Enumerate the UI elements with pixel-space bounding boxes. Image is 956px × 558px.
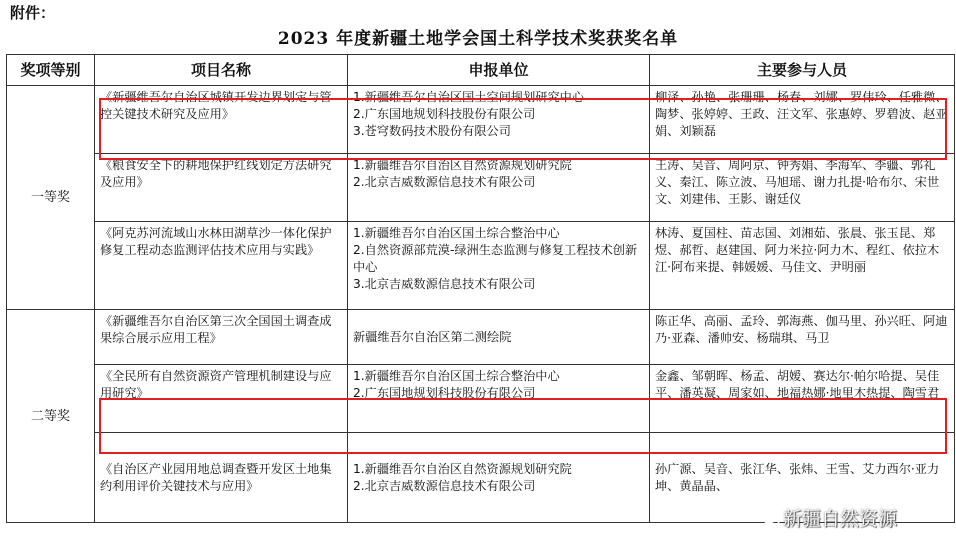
people-cell: 孙广源、吴音、张江华、张炜、王雪、艾力西尔·亚力坤、黄晶晶、 (650, 433, 955, 523)
unit-line: 2.广东国地规划科技股份有限公司 (353, 386, 536, 400)
document-title: 2023 年度新疆土地学会国土科学技术奖获奖名单 (277, 29, 679, 49)
unit-cell (348, 86, 650, 154)
project-cell: 《全民所有自然资源资产管理机制建设与应用研究》 (95, 365, 348, 433)
unit-line: 3.苍穹数码技术股份有限公司 (353, 124, 511, 138)
award-level-first: 一等奖 (7, 86, 95, 310)
unit-cell (348, 365, 650, 433)
header-project-name: 项目名称 (95, 55, 348, 86)
table-row (7, 310, 955, 365)
table-row (7, 222, 955, 310)
wechat-icon (762, 511, 780, 527)
award-table (6, 54, 955, 523)
unit-line: 1.新疆维吾尔自治区国土空间规划研究中心 (353, 90, 585, 104)
project-cell: 《粮食安全下的耕地保护红线划定方法研究及应用》 (95, 154, 348, 222)
unit-cell (348, 433, 650, 523)
people-cell: 陈正华、高丽、孟玲、郭海燕、伽马里、孙兴旺、阿迪乃·亚森、潘帅安、杨瑞琪、马卫 (650, 310, 955, 365)
unit-cell (348, 310, 650, 365)
people-cell: 金鑫、邹朝晖、杨孟、胡嫒、赛达尔·帕尔哈提、吴佳平、潘英凝、周家如、地福热娜·地里木热提、陶雪君 (650, 365, 955, 433)
unit-cell (348, 222, 650, 310)
watermark (762, 504, 897, 531)
unit-line: 1.新疆维吾尔自治区国土综合整治中心 (353, 226, 560, 240)
unit-cell (348, 154, 650, 222)
unit-line: 2.广东国地规划科技股份有限公司 (353, 107, 536, 121)
unit-line: 2.北京吉威数源信息技术有限公司 (353, 175, 536, 189)
people-cell: 林涛、夏国柱、苗志国、刘湘茹、张晨、张玉昆、郑煜、郝哲、赵建国、阿力米拉·阿力木、程红、依拉木江·阿布来提、韩媛媛、马佳文、尹明丽 (650, 222, 955, 310)
award-level-second: 二等奖 (7, 310, 95, 523)
people-cell: 柳泽、孙艳、张珊珊、杨春、刘娜、罗伟玲、任雅微、陶梦、张婷婷、王政、汪文军、张惠婷、罗碧波、赵亚娟、刘颖磊 (650, 86, 955, 154)
unit-line: 新疆维吾尔自治区第二测绘院 (353, 329, 512, 344)
unit-line: 1.新疆维吾尔自治区自然资源规划研究院 (353, 461, 572, 476)
header-participants: 主要参与人员 (650, 55, 955, 86)
project-cell: 《新疆维吾尔自治区第三次全国国土调查成果综合展示应用工程》 (95, 310, 348, 365)
unit-line: 1.新疆维吾尔自治区国土综合整治中心 (353, 369, 560, 383)
project-cell: 《新疆维吾尔自治区城镇开发边界划定与管控关键技术研究及应用》 (95, 86, 348, 154)
table-header-row (7, 55, 955, 86)
project-cell: 《自治区产业园用地总调查暨开发区土地集约利用评价关键技术与应用》 (95, 433, 348, 523)
watermark-text: 新疆自然资源 (783, 508, 898, 530)
people-cell: 王涛、吴音、周阿京、钟秀娟、李海军、李疆、郭礼义、秦江、陈立波、马旭瑶、谢力扎提·哈布尔、宋世文、刘建伟、王影、谢廷仪 (650, 154, 955, 222)
table-row (7, 365, 955, 433)
table-row (7, 86, 955, 154)
header-award-level: 奖项等别 (7, 55, 95, 86)
unit-line: 3.北京吉威数源信息技术有限公司 (353, 277, 536, 291)
unit-line: 1.新疆维吾尔自治区自然资源规划研究院 (353, 158, 572, 172)
attachment-label: 附件： (10, 4, 56, 22)
header-applicant-unit: 申报单位 (348, 55, 650, 86)
table-row (7, 154, 955, 222)
unit-line: 2.北京吉威数源信息技术有限公司 (353, 478, 536, 493)
unit-line: 2.自然资源部荒漠-绿洲生态监测与修复工程技术创新中心 (353, 243, 638, 274)
project-cell: 《阿克苏河流域山水林田湖草沙一体化保护修复工程动态监测评估技术应用与实践》 (95, 222, 348, 310)
